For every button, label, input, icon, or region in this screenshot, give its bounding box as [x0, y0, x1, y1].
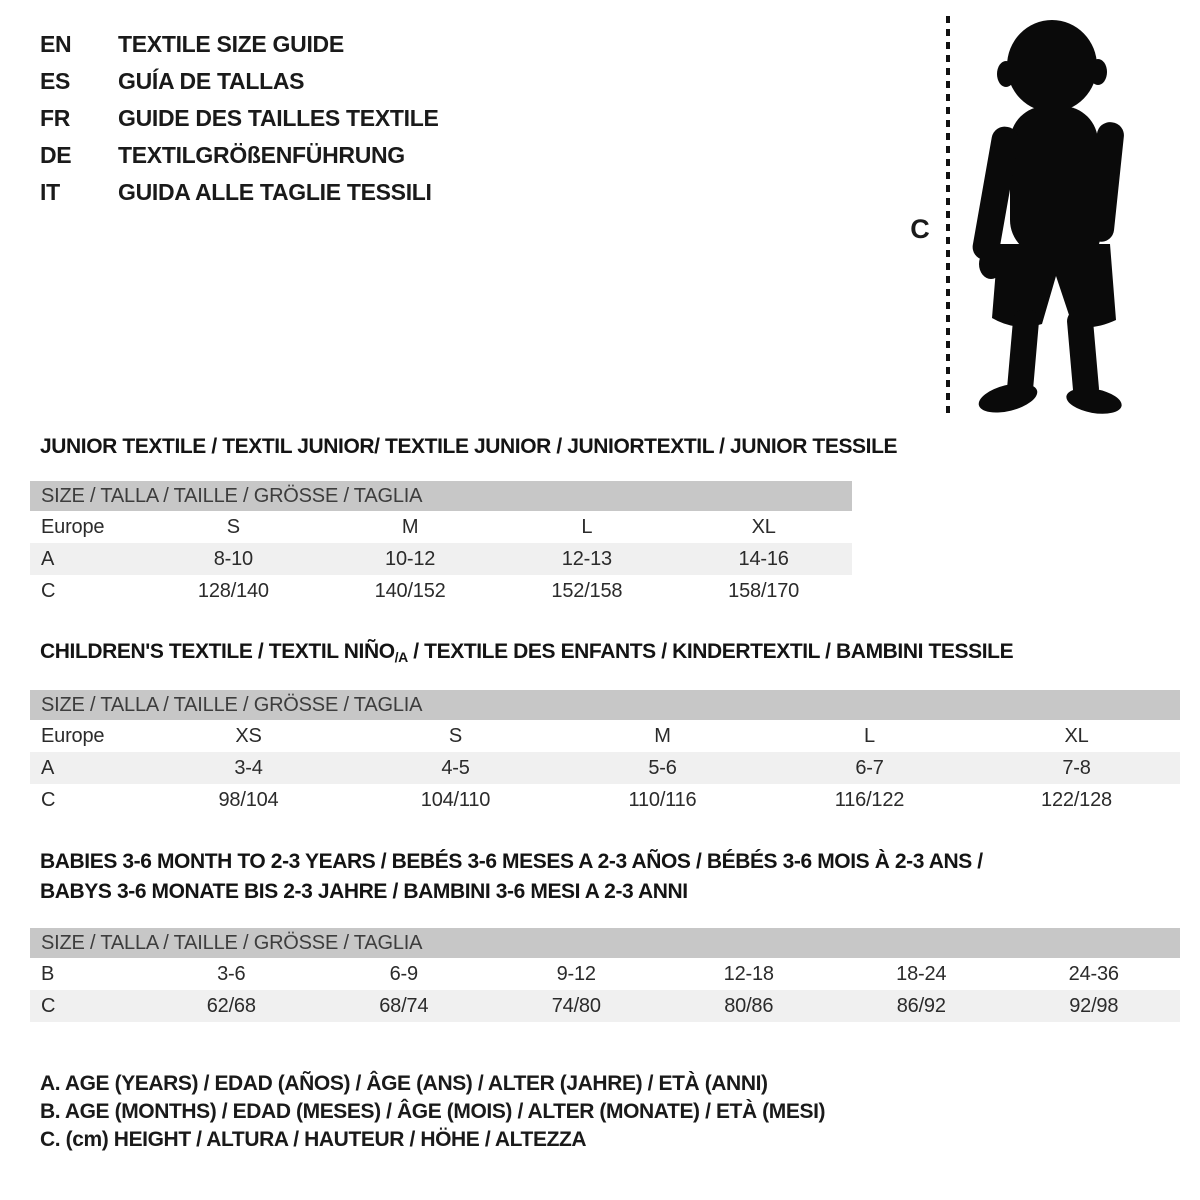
lang-code: DE	[40, 142, 72, 168]
cell: 9-12	[556, 962, 596, 985]
cell: 7-8	[1062, 756, 1091, 779]
cell: M	[401, 515, 419, 538]
section-childrens-textile	[0, 640, 1200, 845]
size-header-bar: SIZE / TALLA / TAILLE / GRÖSSE / TAGLIA	[30, 690, 1180, 720]
cell: 104/110	[420, 788, 491, 811]
lang-row-it	[40, 174, 439, 211]
size-header-bar: SIZE / TALLA / TAILLE / GRÖSSE / TAGLIA	[30, 928, 1180, 958]
legend-block	[40, 1070, 825, 1154]
table-row-height	[30, 575, 852, 607]
cell: 92/98	[1069, 994, 1119, 1017]
lang-title: GUÍA DE TALLAS	[118, 68, 305, 94]
row-label: Europe	[41, 515, 105, 538]
cell: 8-10	[213, 547, 253, 570]
cell: 128/140	[197, 579, 269, 602]
cell: 3-4	[234, 756, 263, 779]
lang-row-fr	[40, 100, 439, 137]
cell: L	[581, 515, 593, 538]
legend-line-a: A. AGE (YEARS) / EDAD (AÑOS) / ÂGE (ANS) / ALTER (JAHRE) / ETÀ (ANNI)	[40, 1072, 768, 1095]
childrens-size-table	[30, 720, 1180, 816]
cell: 62/68	[206, 994, 256, 1017]
table-row-europe	[30, 720, 1180, 752]
table-row-europe	[30, 511, 852, 543]
lang-code: ES	[40, 68, 71, 94]
section-heading-junior: JUNIOR TEXTILE / TEXTIL JUNIOR/ TEXTILE JUNIOR / JUNIORTEXTIL / JUNIOR TESSILE	[40, 435, 898, 458]
heading-line-1: BABIES 3-6 MONTH TO 2-3 YEARS / BEBÉS 3-6 MESES A 2-3 AÑOS / BÉBÉS 3-6 MOIS À 2-3 ANS /	[40, 850, 983, 873]
row-label: A	[41, 756, 55, 779]
cell: 18-24	[896, 962, 947, 985]
cell: S	[448, 724, 463, 747]
cell: 6-9	[389, 962, 418, 985]
section-babies-textile	[0, 850, 1200, 1065]
lang-row-es	[40, 63, 439, 100]
heading-sub: /A	[394, 649, 408, 665]
row-label: Europe	[41, 724, 105, 747]
section-junior-textile	[0, 435, 1200, 635]
table-row-height	[30, 990, 1180, 1022]
lang-title: TEXTILE SIZE GUIDE	[118, 31, 344, 57]
table-row-age	[30, 543, 852, 575]
height-measure-label: C	[910, 214, 930, 244]
lang-code: IT	[40, 179, 60, 205]
cell: 12-18	[723, 962, 774, 985]
cell: 80/86	[724, 994, 774, 1017]
heading-line-2: BABYS 3-6 MONATE BIS 2-3 JAHRE / BAMBINI 3-6 MESI A 2-3 ANNI	[40, 880, 688, 903]
cell: 5-6	[648, 756, 677, 779]
row-label: C	[41, 994, 56, 1017]
cell: 24-36	[1068, 962, 1119, 985]
table-row-age	[30, 752, 1180, 784]
legend-line-c: C. (cm) HEIGHT / ALTURA / HAUTEUR / HÖHE / ALTEZZA	[40, 1128, 587, 1151]
cell: 158/170	[728, 579, 800, 602]
lang-title: TEXTILGRÖßENFÜHRUNG	[118, 142, 405, 168]
lang-title: GUIDA ALLE TAGLIE TESSILI	[118, 179, 432, 205]
junior-size-table	[30, 511, 852, 607]
cell: 10-12	[385, 547, 436, 570]
lang-row-en	[40, 26, 439, 63]
row-label: B	[41, 962, 55, 985]
cell: 4-5	[441, 756, 470, 779]
heading-post: / TEXTILE DES ENFANTS / KINDERTEXTIL / BAMBINI TESSILE	[407, 640, 1014, 663]
row-label: C	[41, 579, 56, 602]
section-heading-babies	[40, 850, 983, 903]
cell: 140/152	[374, 579, 446, 602]
cell: 98/104	[218, 788, 279, 811]
language-title-block	[40, 26, 439, 211]
cell: XS	[235, 724, 262, 747]
toddler-silhouette-icon	[966, 14, 1136, 414]
lang-code: FR	[40, 105, 71, 131]
heading-pre: CHILDREN'S TEXTILE / TEXTIL NIÑO	[40, 640, 395, 663]
row-label: A	[41, 547, 55, 570]
cell: 74/80	[551, 994, 601, 1017]
size-header-bar: SIZE / TALLA / TAILLE / GRÖSSE / TAGLIA	[30, 481, 852, 511]
cell: 14-16	[738, 547, 789, 570]
cell: 3-6	[217, 962, 246, 985]
cell: L	[864, 724, 875, 747]
cell: 12-13	[561, 547, 612, 570]
cell: S	[226, 515, 240, 538]
cell: 68/74	[379, 994, 429, 1017]
cell: 116/122	[834, 788, 905, 811]
babies-size-table	[30, 958, 1180, 1022]
lang-row-de	[40, 137, 439, 174]
cell: M	[654, 724, 671, 747]
cell: 86/92	[896, 994, 946, 1017]
legend-line-b: B. AGE (MONTHS) / EDAD (MESES) / ÂGE (MOIS) / ALTER (MONATE) / ETÀ (MESI)	[40, 1100, 826, 1123]
cell: 110/116	[628, 788, 697, 811]
cell: 6-7	[855, 756, 884, 779]
cell: XL	[1064, 724, 1089, 747]
table-row-height	[30, 784, 1180, 816]
section-heading-childrens	[40, 640, 1013, 665]
cell: 152/158	[551, 579, 623, 602]
table-row-months	[30, 958, 1180, 990]
cell: 122/128	[1041, 788, 1112, 811]
lang-code: EN	[40, 31, 72, 57]
height-measure-dashed-line	[946, 16, 950, 414]
row-label: C	[41, 788, 56, 811]
lang-title: GUIDE DES TAILLES TEXTILE	[118, 105, 439, 131]
cell: XL	[751, 515, 776, 538]
